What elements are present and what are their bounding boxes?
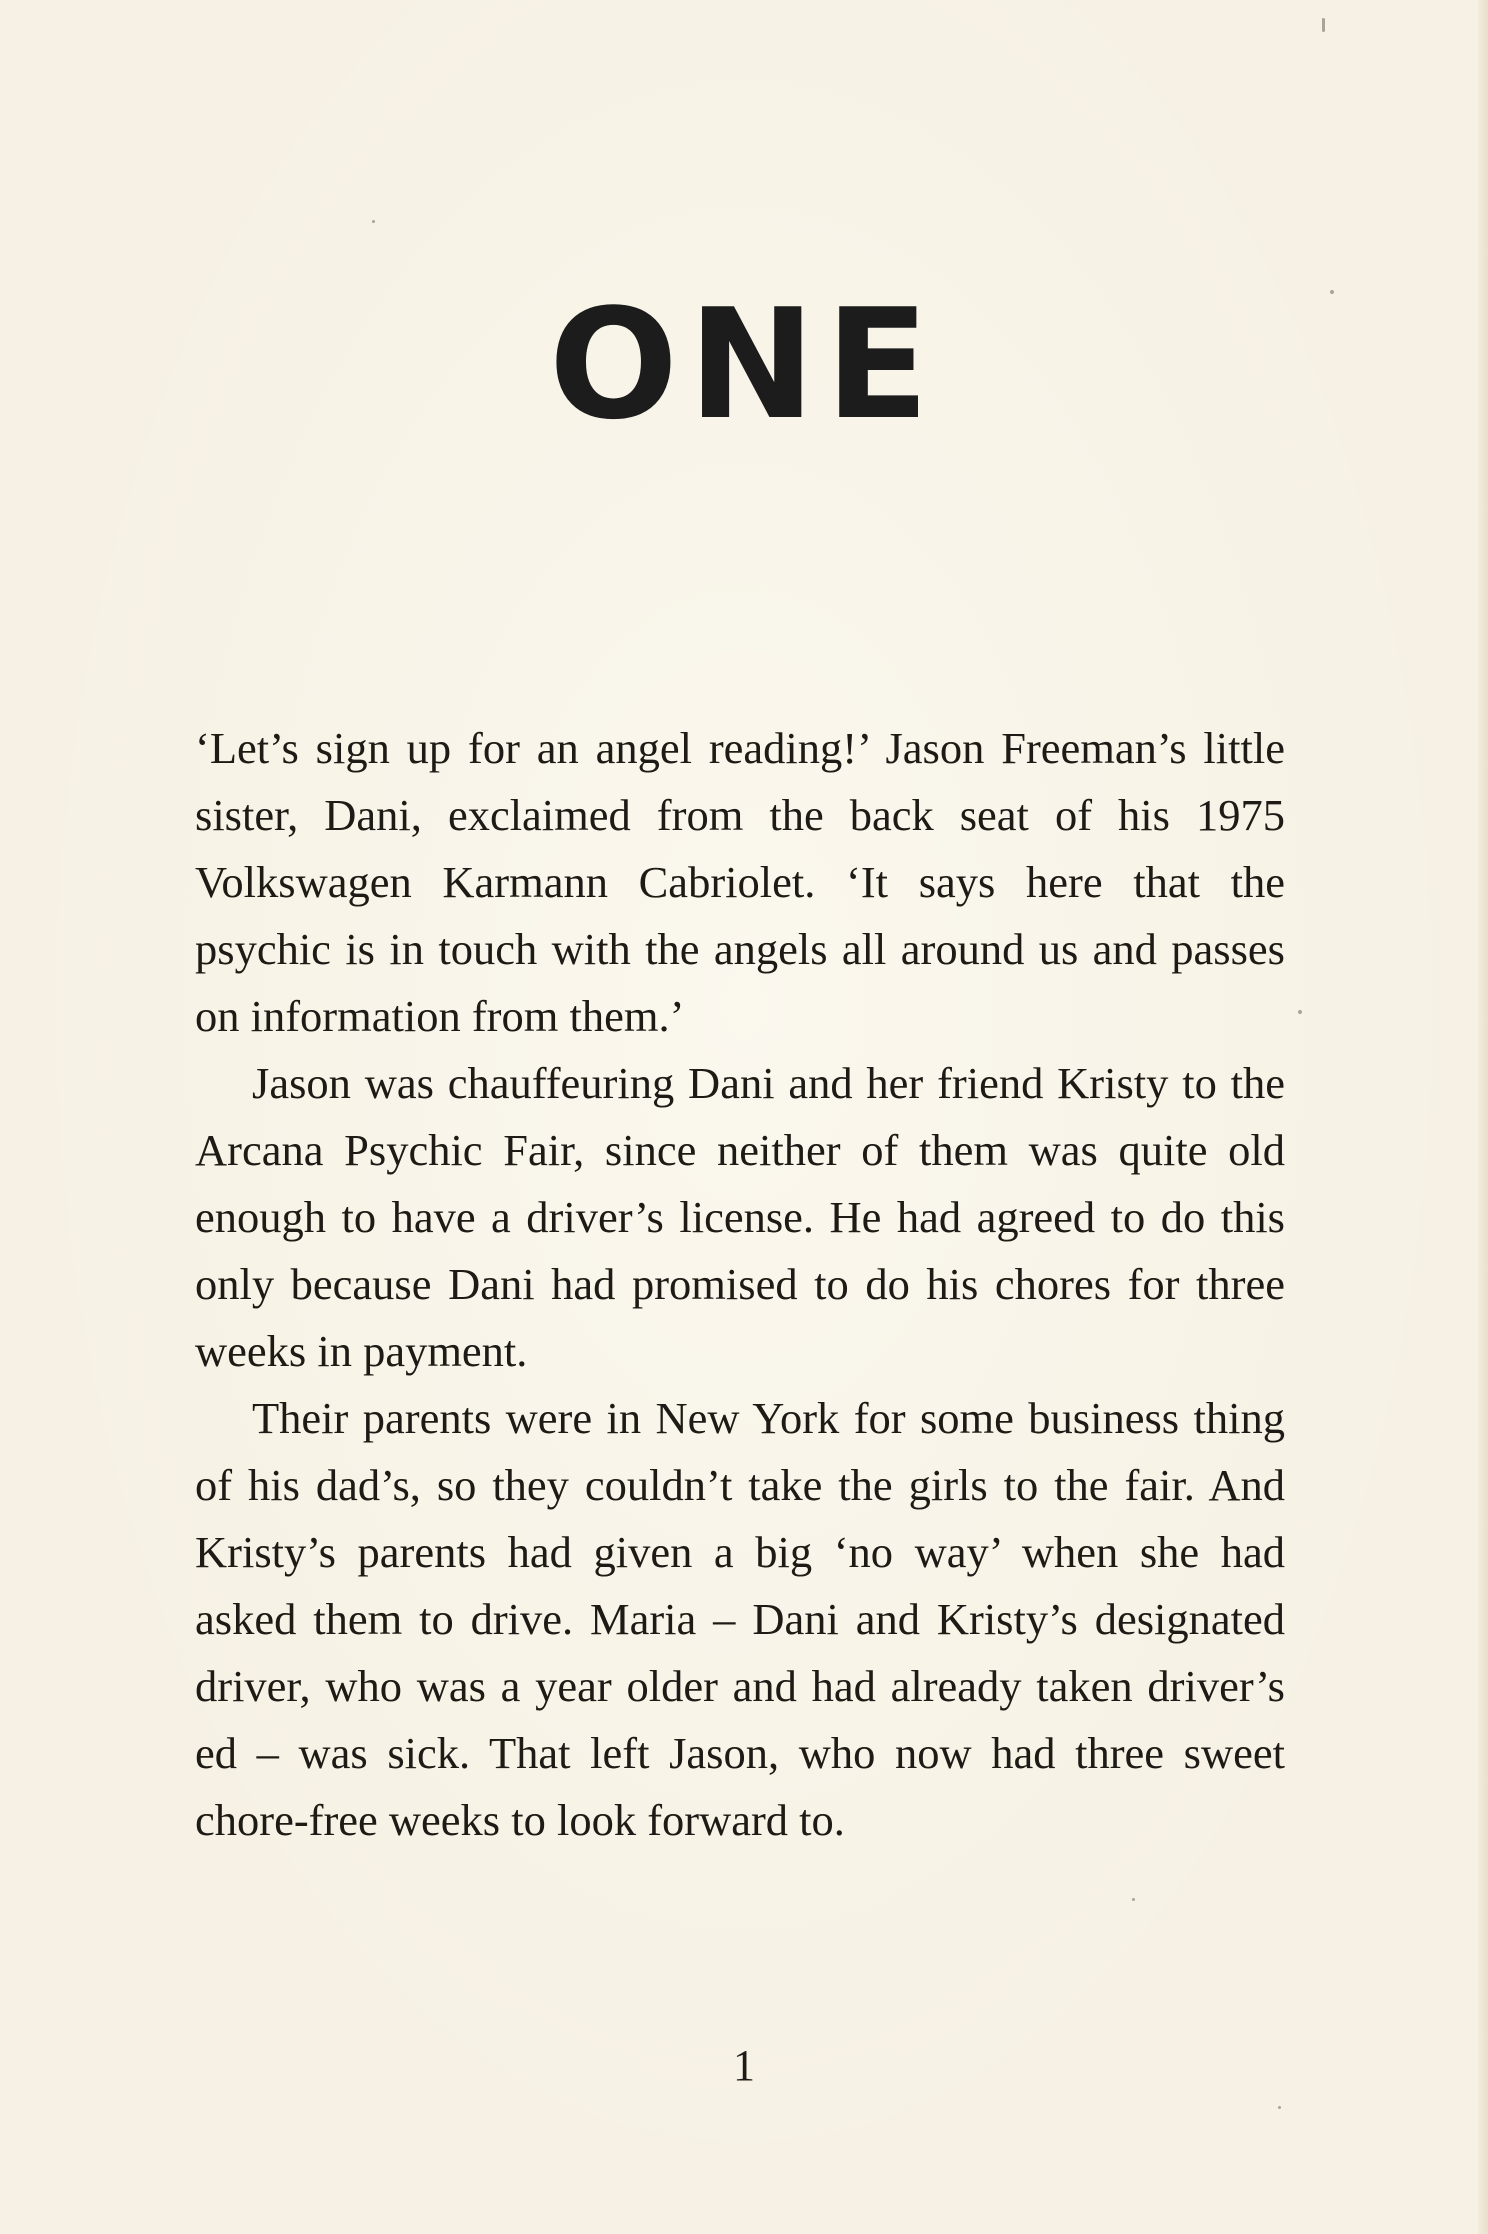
paragraph-3: Their parents were in New York for some business thing of his dad’s, so they couldn’t take the girls to the fair. And Kristy’s parents had given a big ‘no way’ when she had asked them to drive. Maria – Dani and Kristy’s designated driver, who was a year older and had already taken driver’s ed – was sick. That left Jason, who now had three sweet chore-free weeks to look forward to. <box>195 1393 1285 1845</box>
paper-speck <box>1322 18 1325 32</box>
paper-speck <box>1132 1898 1135 1901</box>
paper-speck <box>1298 1010 1302 1014</box>
page-number: 1 <box>733 2041 755 2090</box>
paragraph-2: Jason was chauffeuring Dani and her friend Kristy to the Arcana Psychic Fair, since neither of them was quite old enough to have a driver’s license. He had agreed to do this only because Dani had promised to do his chores for three weeks in payment. <box>195 1058 1285 1376</box>
paper-speck <box>372 220 375 223</box>
paper-speck <box>1330 290 1334 294</box>
chapter-body <box>195 715 1285 1854</box>
paper-speck <box>1278 2106 1281 2109</box>
paragraph-1: ‘Let’s sign up for an angel reading!’ Jason Freeman’s little sister, Dani, exclaimed from the back seat of his 1975 Volkswagen Karmann Cabriolet. ‘It says here that the psychic is in touch with the angels all around us and passes on information from them.’ <box>195 723 1285 1041</box>
chapter-title: ONE <box>548 276 940 453</box>
